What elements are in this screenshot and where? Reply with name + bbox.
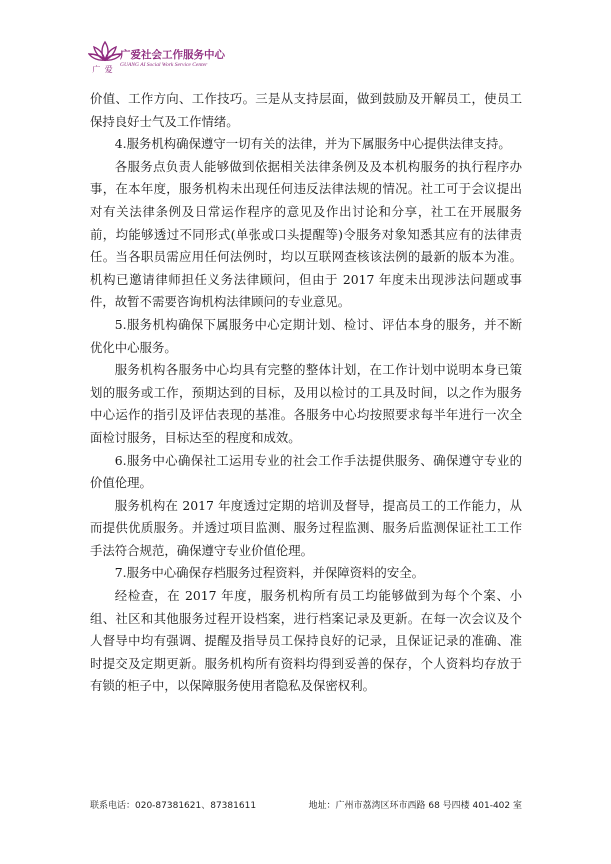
logo-caption: 广 爱 — [92, 65, 114, 74]
org-name-cn: 广爱社会工作服务中心 — [120, 49, 225, 61]
paragraph: 各服务点负责人能够做到依据相关法律条例及及本机构服务的执行程序办事，在本年度，服务机构未出现任何违反法律法规的情况。社工可于会议提出对有关法律条例及日常运作程序的意见及作出讨论和分享，社工在开展服务前，均能够透过不同形式(单张或口头提醒等)令服务对象知悉其应有的法律责任。当各职员需应用任何法例时，均以互联网查核该法例的最新的版本为准。机构已邀请律师担任义务法律顾问，但由于 2017 年度未出现涉法问题或事件，故暂不需要咨询机构法律顾问的专业意见。 — [90, 158, 522, 310]
paragraph: 服务机构在 2017 年度透过定期的培训及督导，提高员工的工作能力，从而提供优质服务。并透过项目监测、服务过程监测、服务后监测保证社工工作手法符合规范，确保遵守专业价值伦理。 — [90, 497, 522, 558]
document-body — [90, 88, 522, 698]
section-heading: 7.服务中心确保存档服务过程资料，并保障资料的安全。 — [114, 565, 424, 581]
section-heading: 4.服务机构确保遵守一切有关的法律，并为下属服务中心提供法律支持。 — [114, 136, 511, 152]
footer-address: 地址：广州市荔湾区环市西路 68 号四楼 401-402 室 — [308, 801, 522, 811]
section-heading: 6.服务中心确保社工运用专业的社会工作手法提供服务、确保遵守专业的价值伦理。 — [90, 452, 522, 491]
footer-phone: 联系电话：020-87381621、87381611 — [90, 801, 257, 811]
paragraph: 经检查，在 2017 年度，服务机构所有员工均能够做到为每个个案、小组、社区和其他服务过程开设档案，进行档案记录及更新。在每一次会议及个人督导中均有强调、提醒及指导员工保持良好的记录，且保证记录的准确、准时提交及定期更新。服务机构所有资料均得到妥善的保存，个人资料均存放于有锁的柜子中，以保障服务使用者隐私及保密权利。 — [90, 588, 522, 694]
section-heading: 5.服务机构确保下属服务中心定期计划、检讨、评估本身的服务，并不断优化中心服务。 — [90, 316, 522, 355]
org-name-en: GUANG AI Social Work Service Center — [120, 62, 208, 68]
paragraph: 价值、工作方向、工作技巧。三是从支持层面，做到鼓励及开解员工，使员工保持良好士气及工作情绪。 — [90, 91, 522, 129]
page-header — [88, 38, 288, 78]
paragraph: 服务机构各服务中心均具有完整的整体计划，在工作计划中说明本身已策划的服务或工作，预期达到的目标，及用以检讨的工具及时间，以之作为服务中心运作的指引及评估表现的基准。各服务中心均按照要求每半年进行一次全面检讨服务，目标达至的程度和成效。 — [90, 362, 522, 445]
